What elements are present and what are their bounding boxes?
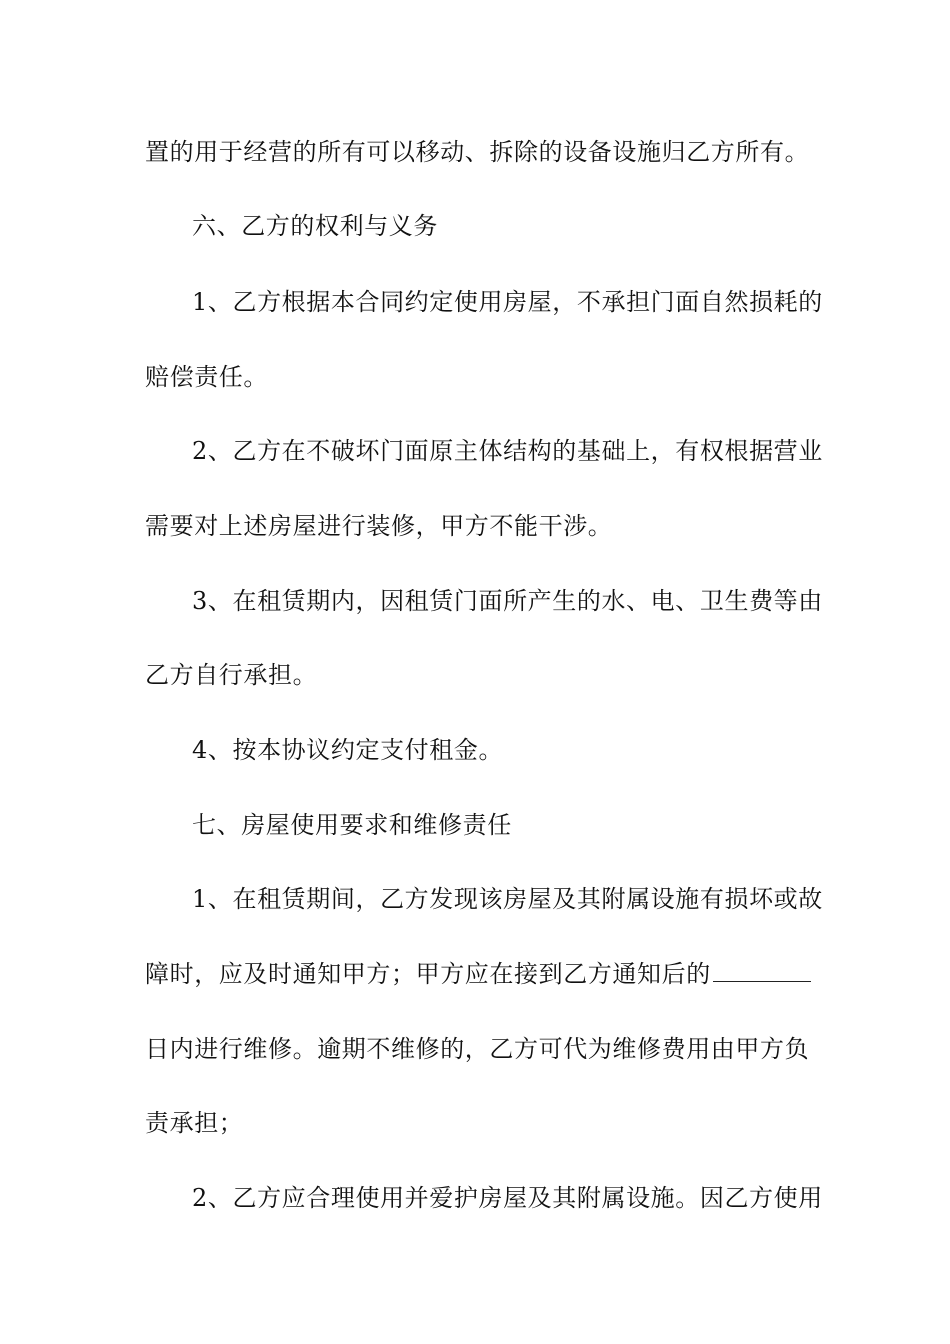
text-line-continuation: 置的用于经营的所有可以移动、拆除的设备设施归乙方所有。 <box>145 138 810 166</box>
clause-7-2-line-1: 2、乙方应合理使用并爱护房屋及其附属设施。因乙方使用 <box>192 1184 823 1212</box>
clause-6-2-line-2: 需要对上述房屋进行装修，甲方不能干涉。 <box>145 512 613 540</box>
clause-7-1-line-3: 日内进行维修。逾期不维修的，乙方可代为维修费用由甲方负 <box>145 1035 810 1063</box>
clause-6-1-line-2: 赔偿责任。 <box>145 363 268 391</box>
clause-6-4: 4、按本协议约定支付租金。 <box>192 736 504 764</box>
clause-6-2-line-1: 2、乙方在不破坏门面原主体结构的基础上，有权根据营业 <box>192 437 823 465</box>
fill-in-blank-days <box>713 959 811 982</box>
section-heading-7: 七、房屋使用要求和维修责任 <box>192 811 512 839</box>
section-heading-6: 六、乙方的权利与义务 <box>192 212 438 240</box>
clause-7-1-line-1: 1、在租赁期间，乙方发现该房屋及其附属设施有损坏或故 <box>192 885 823 913</box>
clause-7-1-line-4: 责承担； <box>145 1109 244 1137</box>
clause-6-1-line-1: 1、乙方根据本合同约定使用房屋，不承担门面自然损耗的 <box>192 288 823 316</box>
clause-6-3-line-1: 3、在租赁期内，因租赁门面所产生的水、电、卫生费等由 <box>192 587 823 615</box>
clause-7-1-line-2 <box>145 959 807 989</box>
clause-6-3-line-2: 乙方自行承担。 <box>145 661 318 689</box>
clause-7-1-line-2-text: 障时，应及时通知甲方；甲方应在接到乙方通知后的 <box>145 960 711 988</box>
